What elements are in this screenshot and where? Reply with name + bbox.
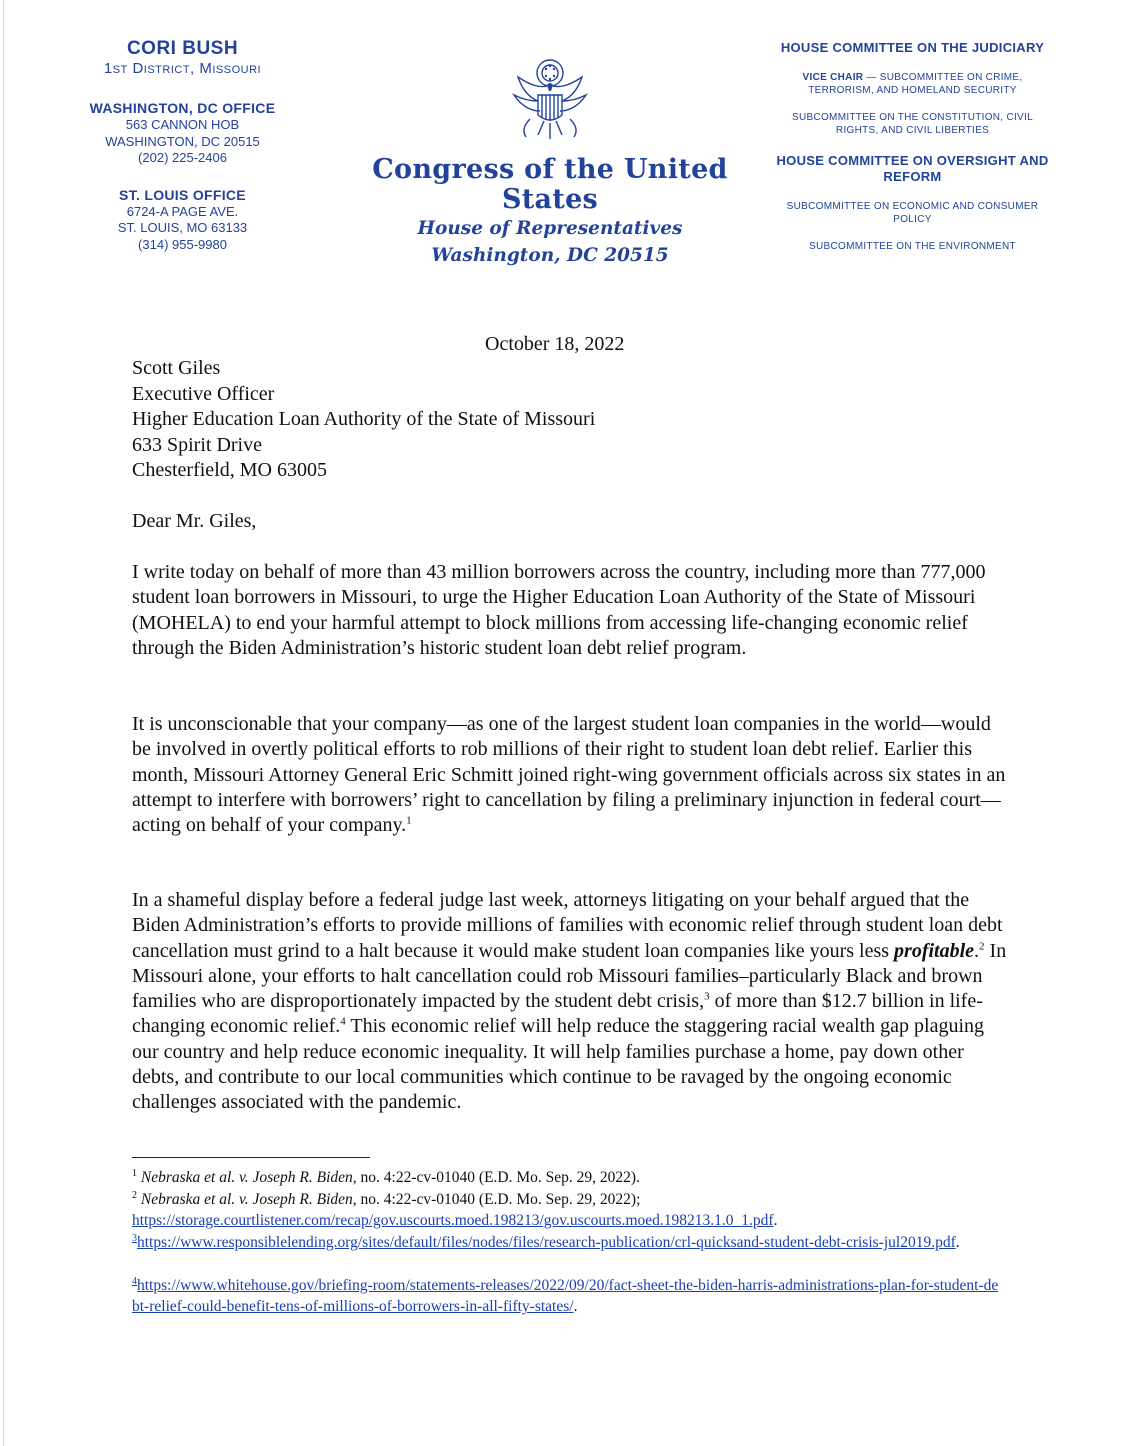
footnote-3-link[interactable]: https://www.responsiblelending.org/sites/default/files/nodes/files/research-publication/crl-quicksand-student-debt-crisis-jul2019.pdf bbox=[137, 1234, 956, 1251]
footnote-3 bbox=[132, 1232, 1002, 1253]
member-name: CORI BUSH bbox=[126, 38, 239, 59]
letterhead-congress-block bbox=[330, 55, 770, 269]
subcommittee-crime bbox=[770, 71, 1055, 97]
stl-office-line2: ST. LOUIS, MO 63133 bbox=[117, 220, 248, 235]
subcommittee-economic: SUBCOMMITTEE ON ECONOMIC AND CONSUMER POLICY bbox=[786, 201, 1039, 225]
vice-chair-label: VICE CHAIR bbox=[802, 72, 864, 83]
stl-office-heading: ST. LOUIS OFFICE bbox=[119, 186, 246, 203]
footnote-ref-3: 3 bbox=[704, 990, 710, 1003]
footnote-1 bbox=[132, 1167, 1002, 1188]
paragraph-2 bbox=[132, 712, 1012, 838]
paragraph-3-period: . bbox=[974, 939, 980, 962]
footnote-ref-2: 2 bbox=[979, 939, 985, 952]
footnote-2-link[interactable]: https://storage.courtlistener.com/recap/gov.uscourts.moed.198213/gov.uscourts.moed.198213.1.0_1.pdf bbox=[132, 1212, 774, 1229]
subcommittee-environment: SUBCOMMITTEE ON THE ENVIRONMENT bbox=[809, 241, 1016, 252]
letterhead-committees-block bbox=[770, 40, 1055, 253]
dc-office-line1: 563 CANNON HOB bbox=[125, 117, 240, 132]
footnote-1-case: Nebraska et al. v. Joseph R. Biden, bbox=[140, 1169, 357, 1186]
paragraph-3-text-a: In a shameful display before a federal judge last week, attorneys litigating on your behalf argued that the Biden Administration’s efforts to provide millions of families with economic relief through student loan debt cancellation must grind to a halt because it would make student loan companies like yours less bbox=[132, 889, 1003, 962]
great-seal-eagle-icon bbox=[500, 55, 600, 145]
dc-office-line2: WASHINGTON, DC 20515 bbox=[105, 133, 260, 149]
city-title: Washington, DC 20515 bbox=[431, 245, 669, 266]
recipient-city: Chesterfield, MO 63005 bbox=[132, 459, 327, 481]
paragraph-1: I write today on behalf of more than 43 million borrowers across the country, including more than 777,000 student loan borrowers in Missouri, to urge the Higher Education Loan Authority of the State of Missouri (MOHELA) to end your harmful attempt to block millions from accessing life-changing economic relief through the Biden Administration’s historic student loan debt relief program. bbox=[132, 561, 986, 659]
stl-office-phone: (314) 955-9980 bbox=[138, 236, 227, 252]
footnote-2-number: 2 bbox=[132, 1189, 137, 1201]
paragraph-3-text-e: This economic relief will help reduce the staggering racial wealth gap plaguing our country and help reduce economic inequality. It will help families purchase a home, pay down other debts, and contribute to our local communities which continue to be ravaged by the ongoing economic challenges associated with the pandemic. bbox=[132, 1015, 985, 1114]
recipient-title: Executive Officer bbox=[132, 382, 275, 405]
subcommittee-crime-text: — SUBCOMMITTEE ON CRIME, TERRORISM, AND HOMELAND SECURITY bbox=[808, 72, 1023, 96]
footnote-4 bbox=[132, 1275, 1002, 1317]
emphasis-profitable: profitable bbox=[894, 939, 975, 962]
paragraph-3-text-d: of more than $12.7 billion in life-changing economic relief. bbox=[132, 990, 983, 1038]
recipient-name: Scott Giles bbox=[132, 357, 221, 379]
recipient-org: Higher Education Loan Authority of the State of Missouri bbox=[132, 408, 596, 430]
stl-office-line1: 6724-A PAGE AVE. bbox=[126, 203, 239, 219]
house-title: House of Representatives bbox=[417, 218, 683, 239]
paragraph-3-text-c: In Missouri alone, your efforts to halt cancellation could rob Missouri families–particularly Black and brown families who are disproportionately impacted by the student debt crisis, bbox=[132, 939, 1007, 1013]
committee-oversight: HOUSE COMMITTEE ON OVERSIGHT AND REFORM bbox=[776, 153, 1049, 184]
paragraph-2-text: It is unconscionable that your company—as one of the largest student loan companies in the world—would be involved in overtly political efforts to rob millions of their right to student loan debt relief. Earlier this month, Missouri Attorney General Eric Schmitt joined right-wing government officials across six states in an attempt to interfere with borrowers’ right to cancellation by filing a preliminary injunction in federal court—acting on behalf of your company. bbox=[132, 713, 1006, 837]
footnote-4-link[interactable]: https://www.whitehouse.gov/briefing-room/statements-releases/2022/09/20/fact-sheet-the-biden-harris-administrations-plan-for-student-debt-relief-could-benefit-tens-of-millions-of-borrowers-in-all-fifty-states/ bbox=[132, 1277, 999, 1315]
footnote-3-number: 3 bbox=[132, 1232, 137, 1244]
recipient-address bbox=[132, 356, 595, 484]
footnote-4-end: . bbox=[573, 1298, 578, 1315]
footnote-3-end: . bbox=[955, 1234, 960, 1251]
footnote-2-end: . bbox=[773, 1212, 778, 1229]
paragraph-3 bbox=[132, 888, 1012, 1116]
letterhead-member-block bbox=[80, 38, 285, 253]
member-district: 1st District, Missouri bbox=[103, 60, 262, 77]
committee-judiciary: HOUSE COMMITTEE ON THE JUDICIARY bbox=[780, 40, 1045, 55]
footnote-1-number: 1 bbox=[132, 1167, 137, 1179]
recipient-street: 633 Spirit Drive bbox=[132, 433, 262, 456]
dc-office-heading: WASHINGTON, DC OFFICE bbox=[89, 100, 276, 116]
footnote-2-case: Nebraska et al. v. Joseph R. Biden bbox=[140, 1191, 353, 1208]
letter-date: October 18, 2022 bbox=[485, 333, 625, 355]
footnote-2-text: , no. 4:22-cv-01040 (E.D. Mo. Sep. 29, 2022); bbox=[352, 1191, 641, 1208]
subcommittee-constitution: SUBCOMMITTEE ON THE CONSTITUTION, CIVIL RIGHTS, AND CIVIL LIBERTIES bbox=[792, 112, 1033, 136]
salutation: Dear Mr. Giles, bbox=[132, 510, 257, 532]
footnote-ref-4: 4 bbox=[340, 1015, 346, 1028]
footnote-1-text: no. 4:22-cv-01040 (E.D. Mo. Sep. 29, 2022). bbox=[356, 1169, 640, 1186]
footnote-divider bbox=[132, 1157, 370, 1158]
footnote-4-number: 4 bbox=[132, 1275, 137, 1287]
footnote-ref-1: 1 bbox=[406, 814, 412, 827]
page-edge bbox=[3, 0, 4, 1446]
dc-office-phone: (202) 225-2406 bbox=[138, 150, 227, 165]
congress-title: Congress of the United States bbox=[372, 154, 728, 215]
footnote-2 bbox=[132, 1189, 1002, 1231]
